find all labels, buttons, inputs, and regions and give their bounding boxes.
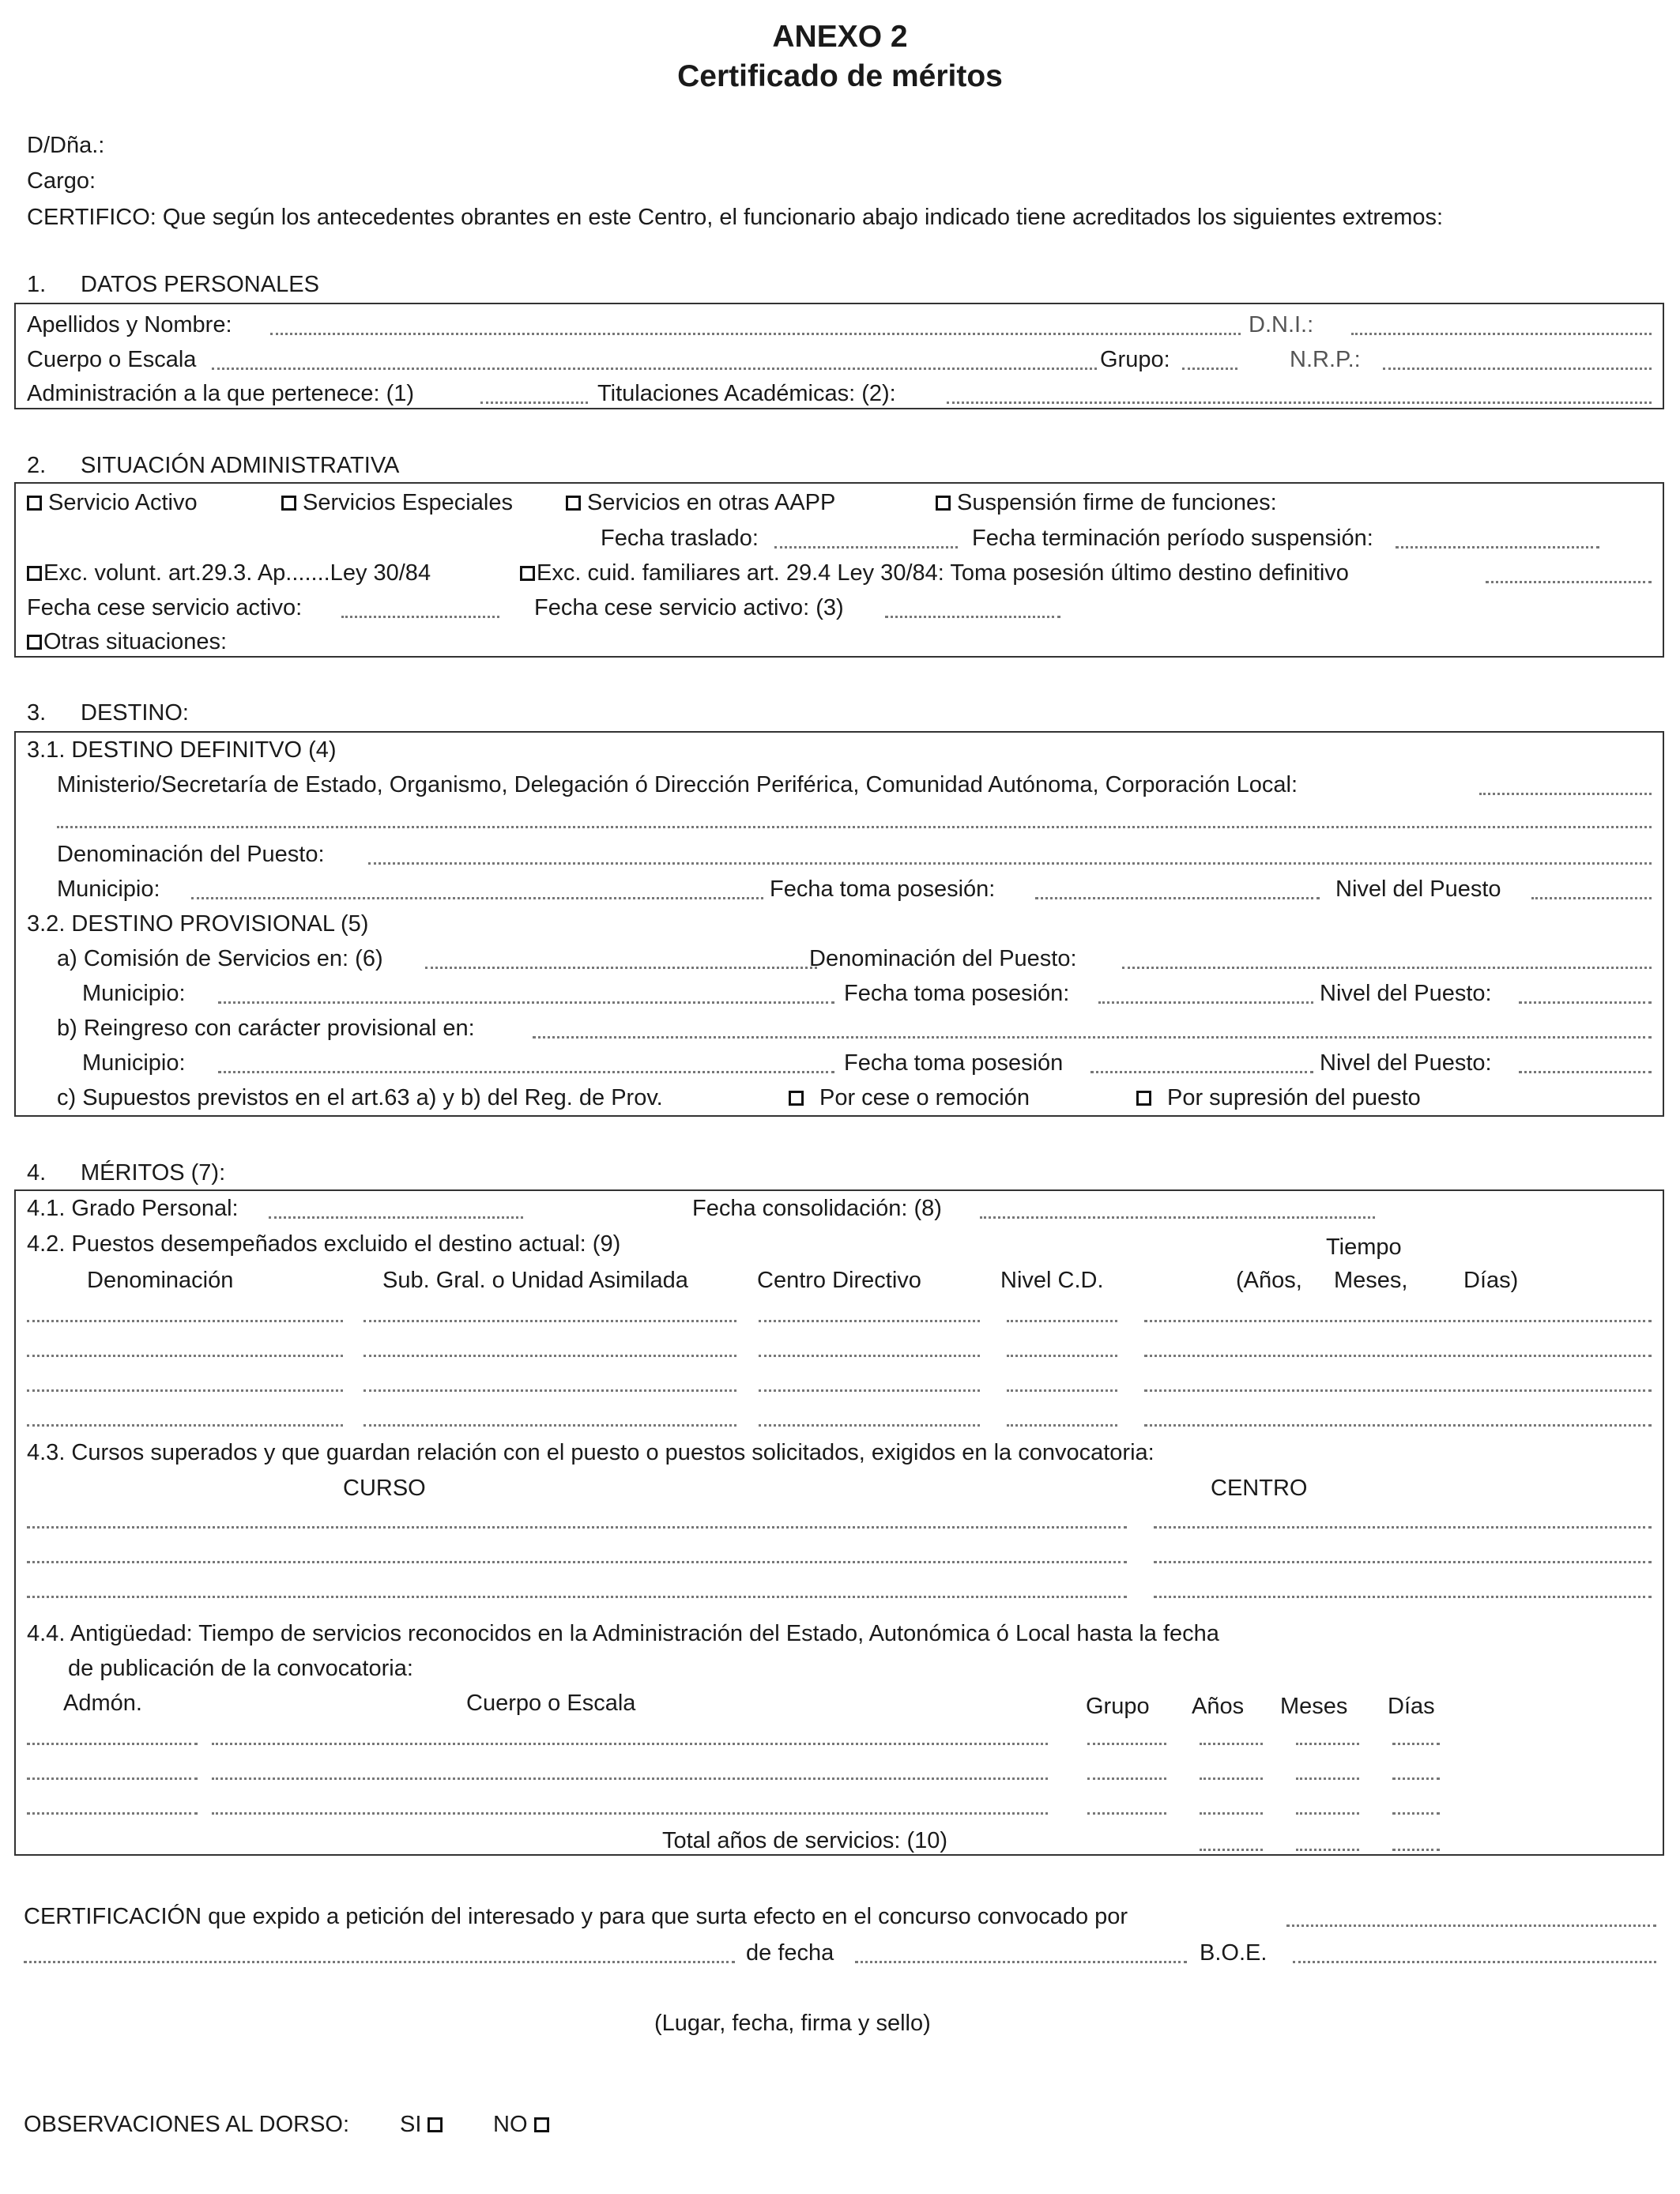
b-possession-label: Fecha toma posesión [844,1050,1064,1076]
suspension-label: Suspensión firme de funciones: [957,490,1277,515]
seniority-row-1-body[interactable] [212,1743,1048,1745]
a-level-label: Nivel del Puesto: [1320,981,1492,1006]
b-municipality-label: Municipio: [82,1050,186,1076]
posts-label: 4.2. Puestos desempeñados excluido el destino actual: (9) [27,1231,621,1257]
seniority-row-1-years[interactable] [1200,1743,1263,1745]
date-label: de fecha [746,1940,834,1966]
municipality-field[interactable] [191,897,763,899]
section4-number: 4. [27,1160,47,1186]
course-row-1-center[interactable] [1154,1526,1652,1529]
position-label: Cargo: [27,168,96,194]
post-row-1-level[interactable] [1007,1320,1117,1322]
post-row-4-denomination[interactable] [27,1424,343,1427]
b-possession-field[interactable] [1090,1071,1313,1073]
post-suppression-label: Por supresión del puesto [1167,1085,1421,1110]
other-situations-option[interactable] [27,631,227,654]
ministry-label: Ministerio/Secretaría de Estado, Organismo, Delegación ó Dirección Periférica, Comunidad Autónoma, Corporación Local: [57,772,1298,797]
time-label: Tiempo [1326,1235,1402,1260]
post-row-3-level[interactable] [1007,1389,1117,1392]
seniority-row-3-years[interactable] [1200,1812,1263,1815]
col-directive-center: Centro Directivo [757,1268,921,1293]
suspension-end-field[interactable] [1396,546,1599,548]
observations-no-checkbox[interactable] [534,2117,549,2132]
possession-date-field[interactable] [1035,897,1320,899]
post-row-3-center[interactable] [759,1389,980,1392]
document-title: Certificado de méritos [677,59,1003,93]
voluntary-leave-option[interactable] [27,562,431,585]
other-aapp-checkbox[interactable] [566,496,581,511]
certify-text: CERTIFICO: Que según los antecedentes obrantes en este Centro, el funcionario abajo indicado tiene acreditados los siguientes extremos: [27,205,1444,230]
section3-title: DESTINO: [81,700,189,726]
convocation-field-2[interactable] [24,1961,735,1963]
post-row-3-subdirectorate[interactable] [363,1389,736,1392]
a-level-field[interactable] [1519,1001,1652,1004]
cases-label: c) Supuestos previstos en el art.63 a) y b) del Reg. de Prov. [57,1085,663,1110]
other-aapp-label: Servicios en otras AAPP [587,490,836,515]
post-row-3-denomination[interactable] [27,1389,343,1392]
consolidation-label: Fecha consolidación: (8) [692,1196,942,1221]
observations-yes-checkbox[interactable] [428,2117,443,2132]
seniority-row-3-body[interactable] [212,1812,1048,1815]
post-row-2-center[interactable] [759,1355,980,1357]
merits-box [14,1189,1664,1856]
dni-label: D.N.I.: [1249,312,1314,337]
seniority-row-3-admon[interactable] [27,1812,198,1815]
administrative-situation-box [14,482,1664,658]
nrp-field[interactable] [1383,368,1652,370]
voluntary-leave-checkbox[interactable] [27,566,42,581]
boe-label: B.O.E. [1200,1940,1268,1966]
post-row-1-time[interactable] [1144,1320,1652,1322]
b-level-label: Nivel del Puesto: [1320,1050,1492,1076]
seniority-row-2-admon[interactable] [27,1777,198,1780]
cease-date-1-field[interactable] [341,616,499,618]
post-row-2-subdirectorate[interactable] [363,1355,736,1357]
group-label: Grupo: [1100,347,1170,372]
cease-date-2-field[interactable] [885,616,1060,618]
last-destination-field[interactable] [1486,581,1652,583]
course-row-1[interactable] [27,1526,1127,1529]
post-row-3-time[interactable] [1144,1389,1652,1392]
cease-date-1-label: Fecha cese servicio activo: [27,595,303,620]
commission-label: a) Comisión de Servicios en: (6) [57,946,383,971]
suspension-checkbox[interactable] [936,496,951,511]
body-label: Cuerpo o Escala [27,347,197,372]
special-services-option[interactable] [281,492,513,515]
seniority-row-2-group[interactable] [1087,1777,1166,1780]
seniority-row-1-months[interactable] [1296,1743,1359,1745]
observations-yes-option[interactable] [400,2113,449,2136]
b-level-field[interactable] [1519,1071,1652,1073]
section3-number: 3. [27,700,47,726]
col-denomination: Denominación [87,1268,234,1293]
col-course: CURSO [343,1476,426,1501]
special-services-checkbox[interactable] [281,496,296,511]
boe-field[interactable] [1293,1961,1656,1963]
course-row-2-center[interactable] [1154,1561,1652,1563]
col-days-seniority: Días [1388,1694,1435,1719]
post-name-field[interactable] [368,862,1652,865]
ministry-field-2[interactable] [57,826,1652,828]
transfer-date-label: Fecha traslado: [601,526,759,551]
name-label: D/Dña.: [27,133,105,158]
personal-data-box [14,303,1664,409]
total-years-field[interactable] [1200,1849,1263,1851]
seniority-row-2-days[interactable] [1392,1777,1440,1780]
municipality-label: Municipio: [57,876,160,902]
courses-label: 4.3. Cursos superados y que guardan relación con el puesto o puestos solicitados, exigidos en la convocatoria: [27,1440,1155,1465]
post-row-2-time[interactable] [1144,1355,1652,1357]
administration-label: Administración a la que pertenece: (1) [27,381,415,406]
seniority-row-1-days[interactable] [1392,1743,1440,1745]
post-row-2-denomination[interactable] [27,1355,343,1357]
post-row-4-center[interactable] [759,1424,980,1427]
active-service-checkbox[interactable] [27,496,42,511]
post-name-label: Denominación del Puesto: [57,842,325,867]
post-level-field[interactable] [1531,897,1652,899]
seniority-label-2: de publicación de la convocatoria: [68,1656,413,1681]
voluntary-leave-label: Exc. volunt. art.29.3. Ap.......Ley 30/84 [43,560,431,586]
seniority-row-2-months[interactable] [1296,1777,1359,1780]
cease-removal-checkbox[interactable] [789,1091,804,1106]
grade-field[interactable] [269,1216,523,1219]
observations-no-option[interactable] [493,2113,556,2136]
administration-field[interactable] [480,401,588,404]
suspension-end-label: Fecha terminación período suspensión: [972,526,1373,551]
section2-number: 2. [27,453,47,478]
commission-post-label: Denominación del Puesto: [809,946,1077,971]
observations-yes-label: SI [400,2112,422,2137]
suspension-option[interactable] [936,492,1277,515]
nrp-label: N.R.P.: [1290,347,1361,372]
seniority-row-1-group[interactable] [1087,1743,1166,1745]
post-row-1-subdirectorate[interactable] [363,1320,736,1322]
a-possession-label: Fecha toma posesión: [844,981,1070,1006]
seniority-row-1-admon[interactable] [27,1743,198,1745]
post-suppression-checkbox[interactable] [1136,1091,1151,1106]
transfer-date-field[interactable] [774,546,958,548]
destination-box [14,731,1664,1117]
total-days-field[interactable] [1392,1849,1440,1851]
observations-no-label: NO [493,2112,528,2137]
other-aapp-option[interactable] [566,492,835,515]
body-field[interactable] [212,368,1097,370]
definitive-title: 3.1. DESTINO DEFINITVO (4) [27,737,337,763]
seniority-label: 4.4. Antigüedad: Tiempo de servicios reconocidos en la Administración del Estado, Autonómica ó Local hasta la fecha [27,1621,1219,1646]
commission-post-field[interactable] [1122,967,1652,969]
ministry-field[interactable] [1479,793,1652,795]
post-row-4-subdirectorate[interactable] [363,1424,736,1427]
section4-title: MÉRITOS (7): [81,1160,226,1186]
family-leave-checkbox[interactable] [520,566,535,581]
col-subdirectorate: Sub. Gral. o Unidad Asimilada [382,1268,688,1293]
section2-title: SITUACIÓN ADMINISTRATIVA [81,453,400,478]
seniority-row-3-days[interactable] [1392,1812,1440,1815]
post-suppression-option[interactable] [1136,1087,1421,1110]
post-row-4-level[interactable] [1007,1424,1117,1427]
course-row-3-center[interactable] [1154,1596,1652,1598]
surname-field[interactable] [270,333,1241,335]
seniority-row-2-years[interactable] [1200,1777,1263,1780]
a-possession-field[interactable] [1098,1001,1313,1004]
qualifications-label: Titulaciones Académicas: (2): [597,381,896,406]
commission-field[interactable] [425,967,817,969]
annex-number: ANEXO 2 [772,20,908,54]
section1-title: DATOS PERSONALES [81,272,319,297]
active-service-option[interactable] [27,492,198,515]
col-group: Grupo [1086,1694,1150,1719]
qualifications-field[interactable] [947,401,1652,404]
consolidation-field[interactable] [980,1216,1375,1219]
col-body: Cuerpo o Escala [466,1691,636,1716]
course-row-3[interactable] [27,1596,1127,1598]
grade-label: 4.1. Grado Personal: [27,1196,239,1221]
col-months: Meses, [1334,1268,1408,1293]
cease-date-2-label: Fecha cese servicio activo: (3) [534,595,844,620]
seniority-row-3-months[interactable] [1296,1812,1359,1815]
observations-label: OBSERVACIONES AL DORSO: [24,2112,350,2137]
post-row-4-time[interactable] [1144,1424,1652,1427]
b-municipality-field[interactable] [218,1071,834,1073]
post-row-1-denomination[interactable] [27,1320,343,1322]
special-services-label: Servicios Especiales [303,490,513,515]
total-label: Total años de servicios: (10) [662,1828,948,1853]
col-days: Días) [1463,1268,1519,1293]
date-field[interactable] [855,1961,1187,1963]
col-center: CENTRO [1211,1476,1308,1501]
reentry-field[interactable] [533,1036,1652,1039]
reentry-label: b) Reingreso con carácter provisional en: [57,1016,475,1041]
certification-line: CERTIFICACIÓN que expido a petición del interesado y para que surta efecto en el concurso convocado por [24,1904,1128,1929]
group-field[interactable] [1182,368,1237,370]
col-admon: Admón. [63,1691,142,1716]
dni-field[interactable] [1351,333,1652,335]
surname-label: Apellidos y Nombre: [27,312,232,337]
cease-removal-option[interactable] [789,1087,1030,1110]
cease-removal-label: Por cese o remoción [819,1085,1030,1110]
post-level-label: Nivel del Puesto [1335,876,1501,902]
signature-placeholder: (Lugar, fecha, firma y sello) [654,2011,931,2036]
active-service-label: Servicio Activo [48,490,198,515]
family-leave-option[interactable] [520,562,1349,585]
provisional-title: 3.2. DESTINO PROVISIONAL (5) [27,911,369,937]
convocation-field[interactable] [1286,1924,1656,1927]
seniority-row-3-group[interactable] [1087,1812,1166,1815]
possession-date-label: Fecha toma posesión: [770,876,996,902]
a-municipality-label: Municipio: [82,981,186,1006]
total-months-field[interactable] [1296,1849,1359,1851]
seniority-row-2-body[interactable] [212,1777,1048,1780]
post-row-1-center[interactable] [759,1320,980,1322]
other-situations-checkbox[interactable] [27,635,42,650]
col-level-cd: Nivel C.D. [1000,1268,1104,1293]
col-years: (Años, [1236,1268,1302,1293]
family-leave-label: Exc. cuid. familiares art. 29.4 Ley 30/84: Toma posesión último destino definitivo [537,560,1349,586]
col-months-seniority: Meses [1280,1694,1348,1719]
post-row-2-level[interactable] [1007,1355,1117,1357]
section1-number: 1. [27,272,47,297]
other-situations-label: Otras situaciones: [43,629,228,654]
course-row-2[interactable] [27,1561,1127,1563]
a-municipality-field[interactable] [218,1001,834,1004]
col-years-seniority: Años [1192,1694,1245,1719]
